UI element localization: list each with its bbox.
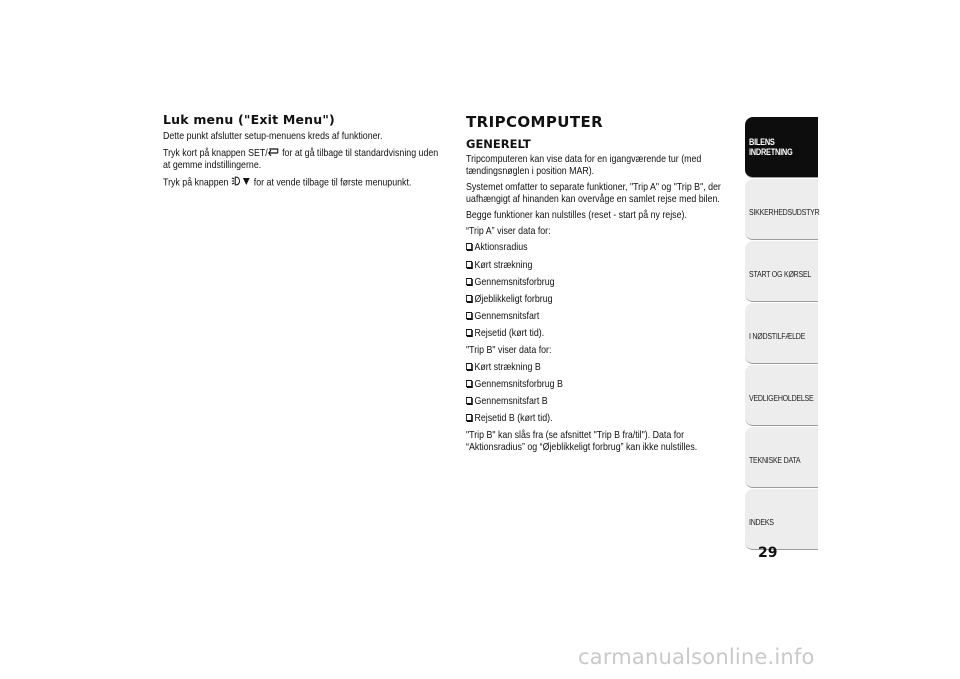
p2-text-after: for at gå tilbage til standardvisning uden at gemme indstillingerne. [163, 148, 439, 172]
chapter-tab[interactable] [745, 303, 818, 364]
trip-a-list [466, 242, 732, 340]
chapter-tab[interactable] [745, 489, 818, 550]
watermark: carmanualsonline.info [578, 645, 815, 669]
chapter-tab-label: TEKNISKE DATA [749, 455, 801, 465]
list-item [466, 260, 733, 272]
list-item-text: Øjeblikkeligt forbrug [474, 293, 553, 305]
checkbox-bullet-icon [466, 278, 472, 285]
list-item-text: Gennemsnitsfart B [474, 396, 548, 408]
chapter-tab-label: VEDLIGEHOLDELSE [749, 393, 814, 403]
trip-paragraph-2: Systemet omfatter to separate funktioner, "Trip A" og "Trip B", der uafhængigt af hinanden kan overvåge en samlet rejse med bilen. [466, 181, 721, 205]
chapter-tab[interactable] [745, 241, 818, 302]
p3-text-after: for at vende tilbage til første menupunkt. [251, 177, 412, 189]
trip-paragraph-1: Tripcomputeren kan vise data for en igangværende tur (med tændingsnøglen i position MAR). [466, 154, 702, 177]
checkbox-bullet-icon [466, 397, 472, 404]
list-item-text: Kørt strækning [474, 259, 533, 271]
p3-text-before: Tryk på knappen [163, 177, 231, 189]
list-item-text: Kørt strækning B [474, 361, 541, 373]
tripcomputer-heading: TRIPCOMPUTER [466, 113, 604, 131]
general-subheading: GENERELT [466, 137, 531, 151]
chapter-tabs [745, 117, 818, 551]
page-number: 29 [758, 545, 778, 561]
list-item [466, 294, 733, 306]
chapter-tab[interactable] [745, 179, 818, 240]
list-item [466, 396, 733, 408]
trip-closing-paragraph: "Trip B" kan slås fra (se afsnittet "Trip B fra/til"). Data for “Aktionsradius” og “Øjeblikkeligt forbrug” kan ikke nulstilles. [466, 430, 698, 454]
list-item [466, 328, 733, 340]
chapter-tab[interactable] [745, 365, 818, 426]
chapter-tab-label: START OG KØRSEL [749, 269, 812, 279]
checkbox-bullet-icon [466, 329, 472, 336]
right-column [466, 113, 732, 458]
chapter-tab-label: I NØDSTILFÆLDE [749, 331, 806, 341]
chapter-tab-label: INDEKS [749, 517, 774, 527]
checkbox-bullet-icon [466, 363, 472, 370]
return-arrow-icon [268, 147, 280, 160]
chapter-tab-label: SIKKERHEDSUDSTYR [749, 207, 820, 217]
light-down-arrow-icon [231, 176, 251, 190]
list-item-text: Rejsetid (kørt tid). [474, 328, 545, 340]
list-item-text: Gennemsnitsforbrug B [474, 378, 563, 390]
chapter-tab[interactable] [745, 427, 818, 488]
left-column [163, 112, 443, 195]
list-item [466, 277, 733, 289]
list-item [466, 242, 733, 254]
trip-a-intro: “Trip A” viser data for: [466, 226, 551, 238]
list-item [466, 379, 733, 391]
trip-b-intro: "Trip B" viser data for: [466, 345, 552, 357]
exit-menu-paragraph-2 [163, 147, 444, 172]
trip-paragraph-3: Begge funktioner kan nulstilles (reset - start på ny rejse). [466, 209, 687, 221]
list-item [466, 362, 733, 374]
exit-menu-heading: Luk menu ("Exit Menu") [163, 112, 335, 127]
checkbox-bullet-icon [466, 261, 472, 268]
list-item-text: Aktionsradius [474, 242, 528, 254]
list-item-text: Gennemsnitsforbrug [474, 276, 555, 288]
list-item-text: Rejsetid B (kørt tid). [474, 413, 553, 425]
exit-menu-paragraph-3 [163, 176, 444, 190]
list-item [466, 311, 733, 323]
checkbox-bullet-icon [466, 380, 472, 387]
p2-text-before: Tryk kort på knappen SET/ [163, 148, 268, 160]
exit-menu-paragraph-1: Dette punkt afslutter setup-menuens kreds af funktioner. [163, 131, 383, 142]
checkbox-bullet-icon [466, 414, 472, 421]
trip-b-list [466, 362, 732, 425]
checkbox-bullet-icon [466, 295, 472, 302]
list-item [466, 413, 733, 425]
chapter-tab-label: BILENS INDRETNING [749, 137, 793, 157]
checkbox-bullet-icon [466, 243, 472, 250]
list-item-text: Gennemsnitsfart [474, 311, 540, 323]
checkbox-bullet-icon [466, 312, 472, 319]
chapter-tab[interactable] [745, 117, 818, 178]
